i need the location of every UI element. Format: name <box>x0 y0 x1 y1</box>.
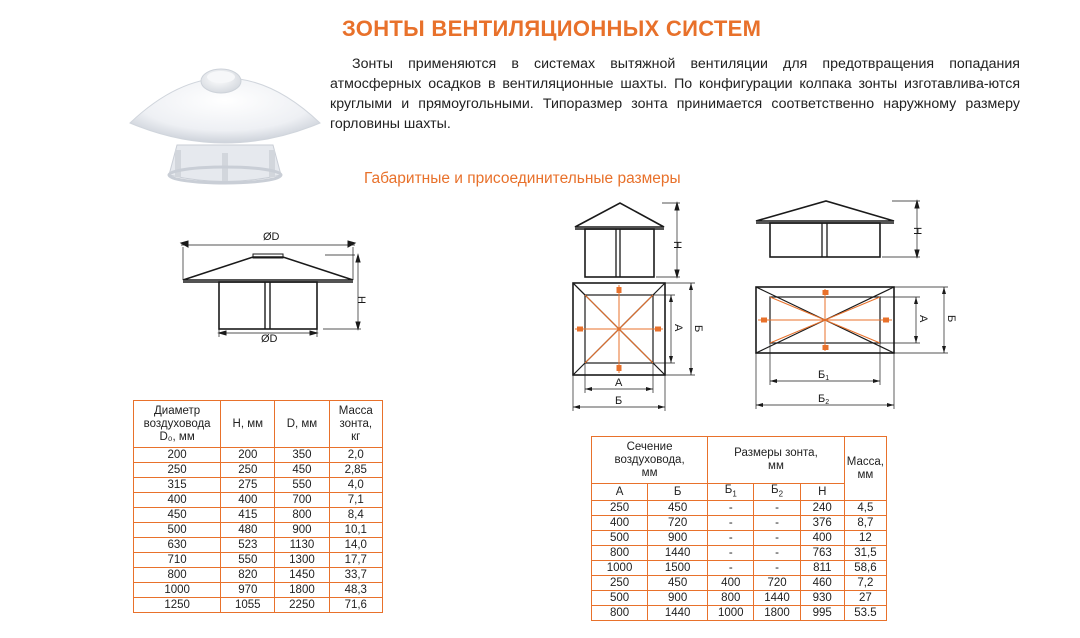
table-cell: 71,6 <box>329 598 382 613</box>
table-cell: 2250 <box>275 598 329 613</box>
table-header-row <box>134 401 383 448</box>
table-cell: 820 <box>221 568 275 583</box>
table-row <box>592 546 887 561</box>
round-hood-drawing <box>175 225 370 345</box>
table-cell: 720 <box>648 516 708 531</box>
table-cell: 1130 <box>275 538 329 553</box>
header-d: D, мм <box>275 401 329 448</box>
table-cell: 720 <box>754 576 800 591</box>
table-cell: 33,7 <box>329 568 382 583</box>
table-cell: 400 <box>134 493 221 508</box>
table-cell: 450 <box>648 501 708 516</box>
subheader-b: Б <box>648 484 708 501</box>
table-cell: 10,1 <box>329 523 382 538</box>
table-cell: 4,5 <box>844 501 886 516</box>
rect-b1-label <box>818 369 829 382</box>
table-cell: 460 <box>800 576 844 591</box>
table-row <box>134 538 383 553</box>
table-cell: 31,5 <box>844 546 886 561</box>
table-cell: 1055 <box>221 598 275 613</box>
table-row <box>134 493 383 508</box>
table-row <box>134 523 383 538</box>
table-cell: 53.5 <box>844 606 886 621</box>
table-cell: 8,7 <box>844 516 886 531</box>
table-cell: 2,0 <box>329 448 382 463</box>
table-cell: 415 <box>221 508 275 523</box>
table-cell: 550 <box>275 478 329 493</box>
table-cell: - <box>754 546 800 561</box>
table-cell: 200 <box>221 448 275 463</box>
square-a-bottom-label: A <box>615 377 623 389</box>
table-cell: 450 <box>134 508 221 523</box>
table-row <box>592 561 887 576</box>
dimensions-subtitle: Габаритные и присоединительные размеры <box>364 170 681 187</box>
table-row <box>134 508 383 523</box>
rect-b-side-label: Б <box>945 315 957 323</box>
table-cell: 1000 <box>708 606 754 621</box>
header-duct-section: Сечение воздуховода, мм <box>592 437 708 484</box>
subheader-b2: $Б_2$ <box>754 484 800 501</box>
table-cell: - <box>754 531 800 546</box>
table-cell: 450 <box>275 463 329 478</box>
table-cell: 275 <box>221 478 275 493</box>
table-row <box>134 598 383 613</box>
table-row <box>134 553 383 568</box>
rect-b1-sub: 1 <box>825 375 830 382</box>
table-row <box>134 583 383 598</box>
rect-b2-label <box>818 393 829 406</box>
table-cell: 1440 <box>754 591 800 606</box>
table-cell: 400 <box>221 493 275 508</box>
table-row <box>134 448 383 463</box>
table-cell: 1800 <box>275 583 329 598</box>
square-b-bottom-label: Б <box>615 395 623 407</box>
table-row <box>134 568 383 583</box>
table-cell: 995 <box>800 606 844 621</box>
rect-a-side-label: A <box>917 315 929 323</box>
page-title: ЗОНТЫ ВЕНТИЛЯЦИОННЫХ СИСТЕМ <box>342 16 762 41</box>
square-a-side-label: A <box>672 324 684 332</box>
table-cell: 400 <box>592 516 648 531</box>
table-cell: 800 <box>708 591 754 606</box>
table-row <box>134 478 383 493</box>
table-cell: 350 <box>275 448 329 463</box>
header-mass: Масса зонта, кг <box>329 401 382 448</box>
table-cell: 2,85 <box>329 463 382 478</box>
table-cell: - <box>708 531 754 546</box>
round-od-bottom-label: ØD <box>261 333 278 345</box>
table-cell: 250 <box>592 501 648 516</box>
intro-text: Зонты применяются в системах вытяжной вентиляции для предотвращения попадания атмосферных осадков в вентиляционные шахты. По конфигурации колпака зонты изготавлива-ются круглыми и прямоугольными. Типоразмер зонта принимается соответственно наружному размеру горловины шахты. <box>330 56 1020 132</box>
table-cell: 58,6 <box>844 561 886 576</box>
table-cell: 900 <box>275 523 329 538</box>
rect-b2-main: Б <box>818 393 826 405</box>
table-cell: - <box>754 561 800 576</box>
table-cell: 800 <box>134 568 221 583</box>
table-cell: 930 <box>800 591 844 606</box>
table-row <box>592 531 887 546</box>
table-cell: 630 <box>134 538 221 553</box>
table-cell: 1000 <box>134 583 221 598</box>
table-cell: 1300 <box>275 553 329 568</box>
table-cell: 480 <box>221 523 275 538</box>
table-cell: 523 <box>221 538 275 553</box>
table-cell: - <box>754 501 800 516</box>
table-cell: 8,4 <box>329 508 382 523</box>
hood-illustration <box>125 45 325 190</box>
table-cell: 900 <box>648 531 708 546</box>
table-cell: 970 <box>221 583 275 598</box>
table-cell: 450 <box>648 576 708 591</box>
rect-hood-table <box>591 436 887 621</box>
table-cell: 27 <box>844 591 886 606</box>
table-row <box>592 591 887 606</box>
table-header-row <box>592 437 887 484</box>
subheader-h: H <box>800 484 844 501</box>
round-hood-table-body <box>134 448 383 613</box>
table-cell: 800 <box>592 606 648 621</box>
table-cell: 1000 <box>592 561 648 576</box>
table-cell: 315 <box>134 478 221 493</box>
rect-b2-sub: 2 <box>825 399 830 406</box>
table-cell: 550 <box>221 553 275 568</box>
header-duct-diameter: Диаметр воздуховода D₀, мм <box>134 401 221 448</box>
table-cell: 1500 <box>648 561 708 576</box>
table-cell: 200 <box>134 448 221 463</box>
table-cell: 500 <box>592 591 648 606</box>
table-row <box>592 501 887 516</box>
table-cell: 500 <box>134 523 221 538</box>
round-od-top-label: ØD <box>263 231 280 243</box>
intro-paragraph <box>330 54 1020 134</box>
table-cell: 700 <box>275 493 329 508</box>
table-cell: 811 <box>800 561 844 576</box>
table-cell: 763 <box>800 546 844 561</box>
table-cell: 1440 <box>648 546 708 561</box>
subheader-a: A <box>592 484 648 501</box>
table-cell: 400 <box>800 531 844 546</box>
table-cell: 710 <box>134 553 221 568</box>
table-row <box>592 576 887 591</box>
table-cell: 12 <box>844 531 886 546</box>
table-cell: 1450 <box>275 568 329 583</box>
table-cell: 800 <box>592 546 648 561</box>
subheader-b1: $Б_1$ <box>708 484 754 501</box>
square-h-label: H <box>671 241 683 249</box>
table-cell: 1800 <box>754 606 800 621</box>
table-cell: 400 <box>708 576 754 591</box>
round-hood-table <box>133 400 383 613</box>
table-cell: 48,3 <box>329 583 382 598</box>
table-cell: 7,2 <box>844 576 886 591</box>
table-cell: - <box>754 516 800 531</box>
table-cell: 376 <box>800 516 844 531</box>
table-row <box>134 463 383 478</box>
table-cell: 7,1 <box>329 493 382 508</box>
square-b-side-label: Б <box>692 325 704 333</box>
table-row <box>592 606 887 621</box>
table-cell: 240 <box>800 501 844 516</box>
header-mass: Масса, мм <box>844 437 886 501</box>
table-cell: - <box>708 501 754 516</box>
table-cell: - <box>708 516 754 531</box>
rect-hood-drawing <box>748 197 958 412</box>
table-cell: 900 <box>648 591 708 606</box>
table-cell: - <box>708 546 754 561</box>
table-cell: 17,7 <box>329 553 382 568</box>
header-hood-sizes: Размеры зонта, мм <box>708 437 845 484</box>
table-cell: 14,0 <box>329 538 382 553</box>
rect-h-label: H <box>911 227 923 235</box>
table-cell: - <box>708 561 754 576</box>
table-cell: 1250 <box>134 598 221 613</box>
table-cell: 4,0 <box>329 478 382 493</box>
square-hood-drawing <box>565 197 705 412</box>
table-cell: 250 <box>221 463 275 478</box>
table-cell: 500 <box>592 531 648 546</box>
rect-b1-main: Б <box>818 369 826 381</box>
table-cell: 800 <box>275 508 329 523</box>
rect-hood-table-body <box>592 501 887 621</box>
table-cell: 250 <box>592 576 648 591</box>
table-cell: 250 <box>134 463 221 478</box>
table-row <box>592 516 887 531</box>
table-subheader-row <box>592 484 887 501</box>
header-h: H, мм <box>221 401 275 448</box>
table-cell: 1440 <box>648 606 708 621</box>
round-h-label: H <box>355 296 367 304</box>
